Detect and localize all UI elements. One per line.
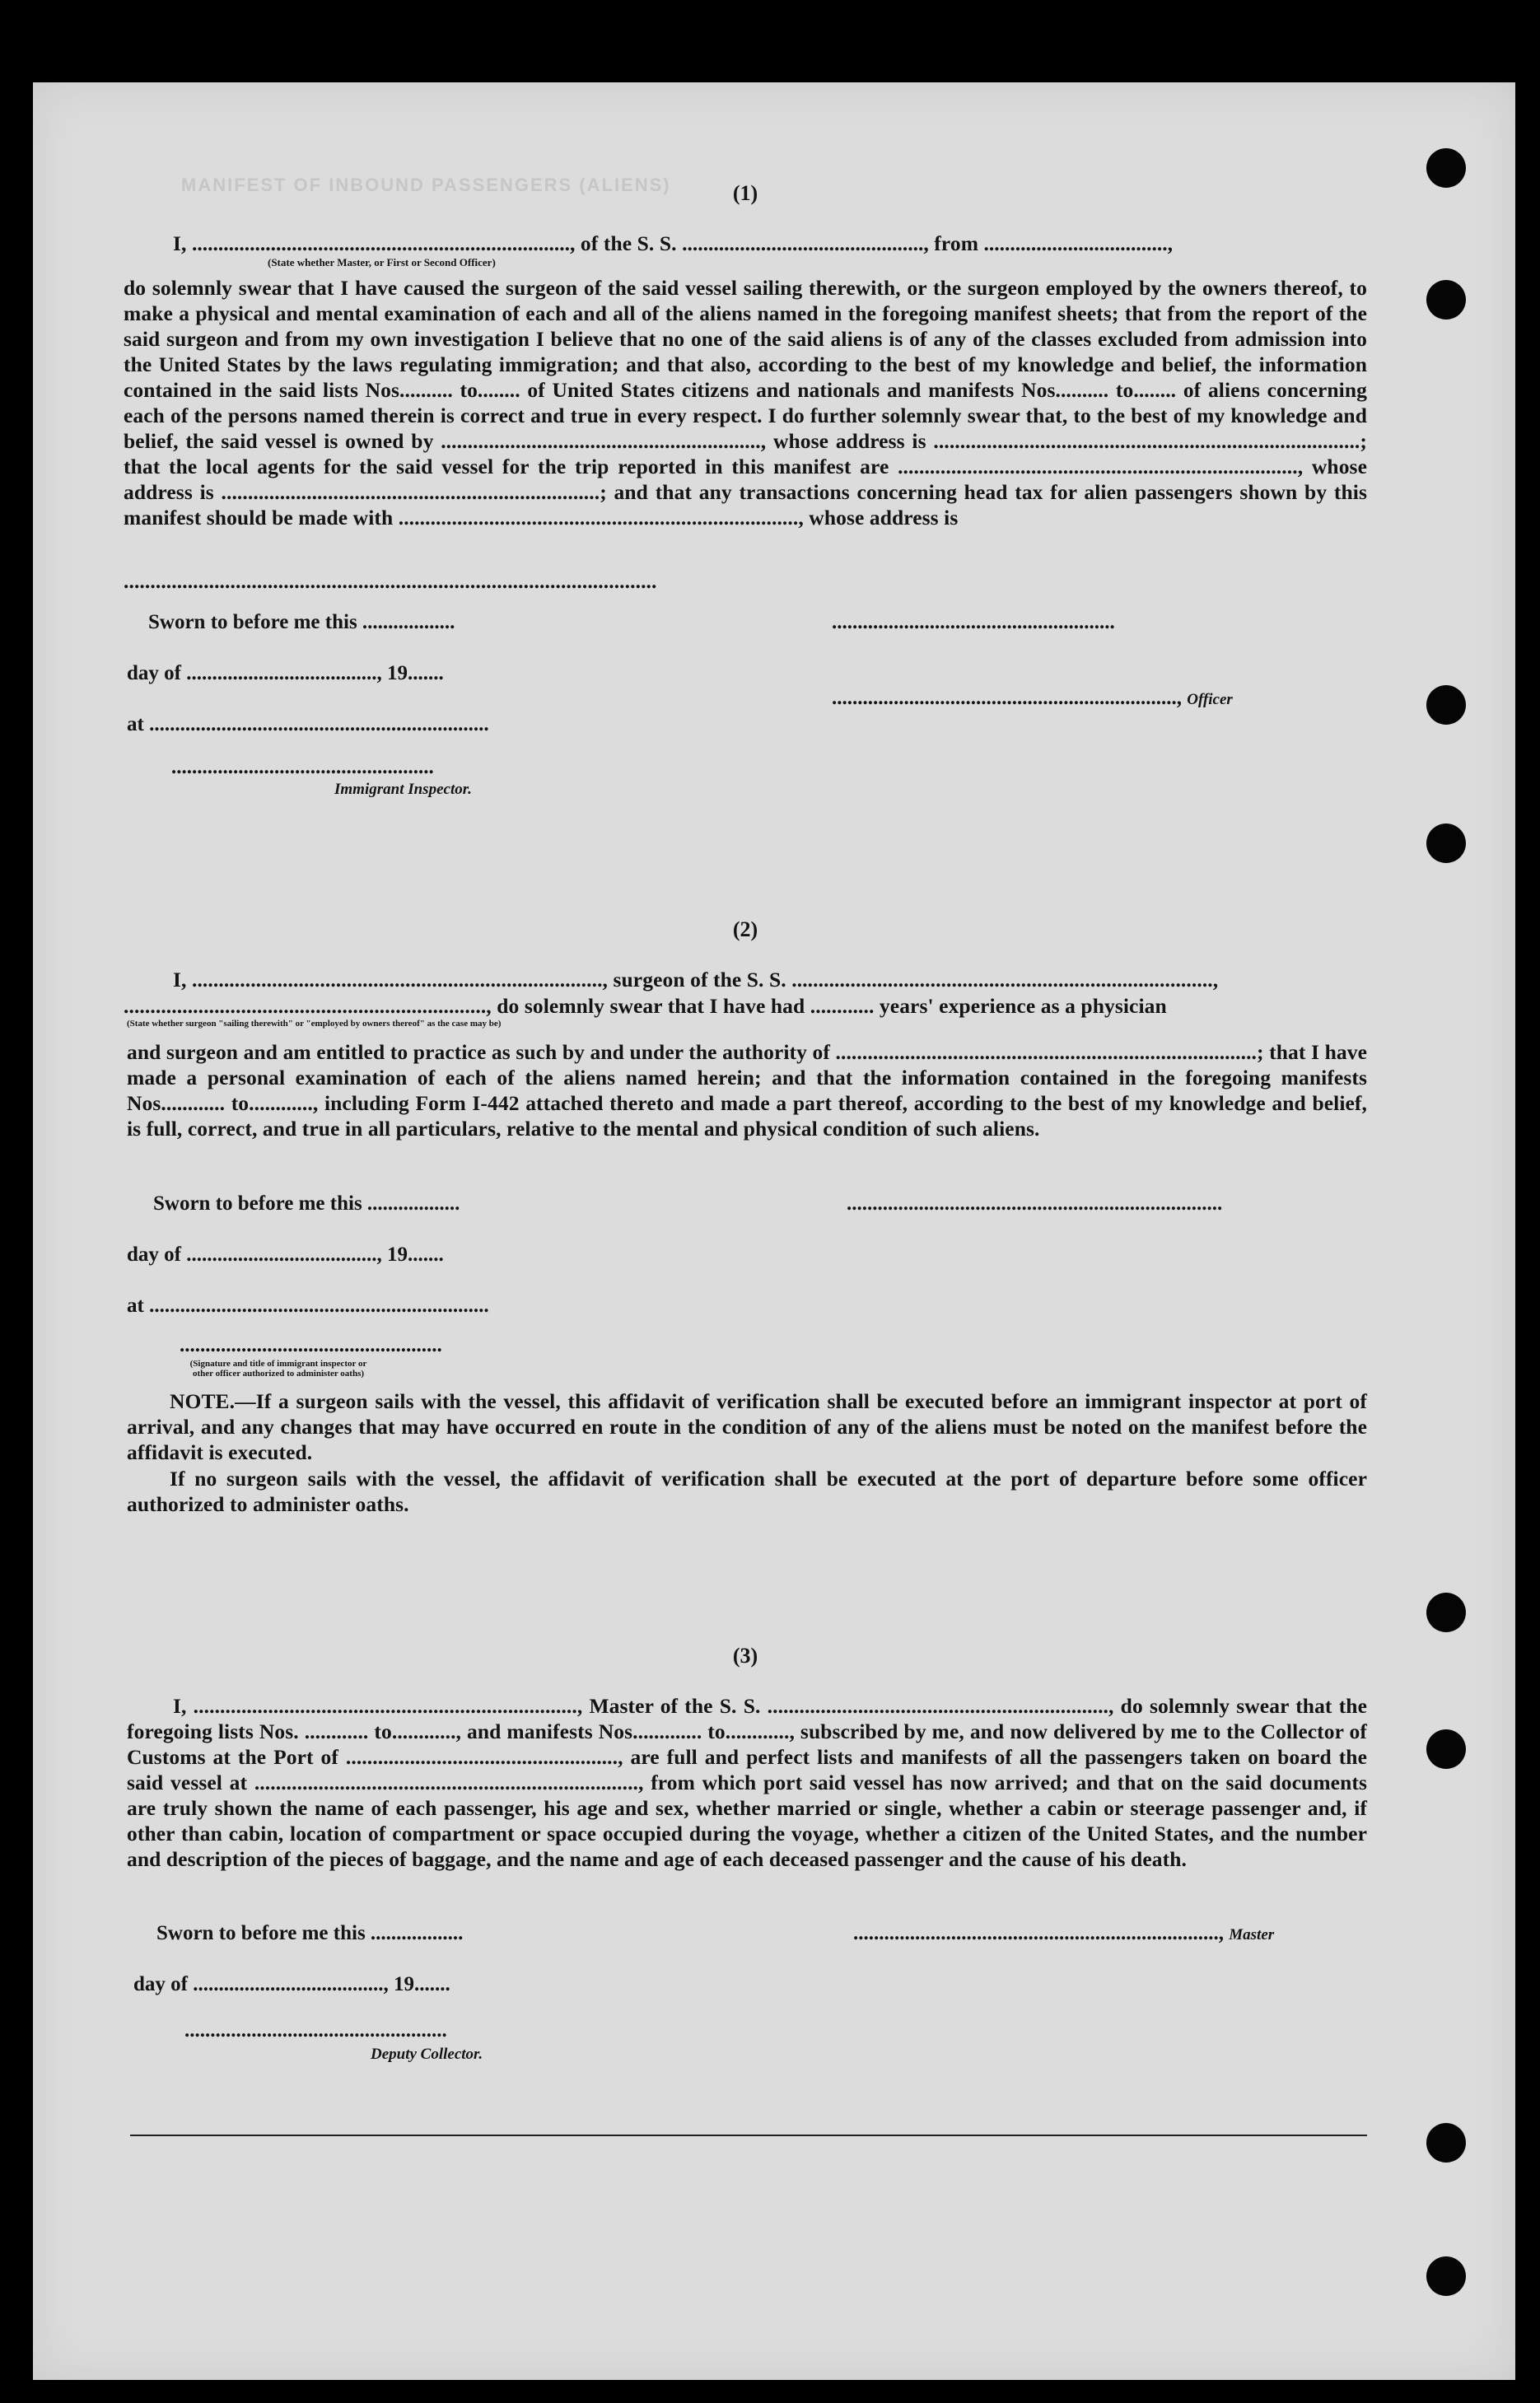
bleed-through-header: MANIFEST OF INBOUND PASSENGERS (ALIENS): [181, 175, 671, 195]
day-of-line: day of ....................................., 19.......: [127, 662, 444, 684]
inspector-label: Immigrant Inspector.: [334, 781, 472, 798]
master-signature-line: [853, 1922, 1274, 1945]
officer-signature-blank[interactable]: .......................................................: [832, 611, 1115, 633]
section-number: (3): [732, 1644, 758, 1668]
officer-signature-line: [832, 687, 1233, 710]
sworn-date-line: Sworn to before me this ..................: [148, 611, 455, 633]
punch-hole: [1426, 685, 1466, 725]
punch-hole: [1426, 1729, 1466, 1769]
collector-signature-blank[interactable]: ...................................................: [184, 2019, 447, 2041]
affidavit-master-section: [124, 181, 1367, 206]
sworn-date-line: Sworn to before me this ..................: [153, 1192, 460, 1215]
surgeon-signature-blank[interactable]: .........................................................................: [847, 1192, 1223, 1215]
manifest-page: [33, 82, 1515, 2380]
master-oath-paragraph: do solemnly swear that I have caused the surgeon of the said vessel sailing therewith, or the surgeon employed by the owners thereof, to make a physical and mental examination of each and all of the aliens named in the foregoing manifest sheets; that from the report of the said surgeon and from my own investigation I believe that no one of the said aliens is of any of the classes excluded from admission into the United States by the laws regulating immigration; and that also, according to the best of my knowledge and belief, the information contained in the said lists Nos.......... to........ of United States citizens and nationals and manifests Nos.......... to........ of aliens concerning each of the persons named therein is correct and true in every respect. I do further solemnly swear that, to the best of my knowledge and belief, the said vessel is owned by ............................................................, whose address is ................................................................................; that the local agents for the said vessel for the trip reported in this manifest are ..........................................................................., whose address is .......................................................................; and that any transactions concerning head tax for alien passengers shown by this manifest should be made with ..........................................................................., whose address is: [124, 276, 1367, 530]
bottom-divider: [130, 2135, 1367, 2136]
punch-hole: [1426, 280, 1466, 320]
surgeon-note-paragraph: [127, 1388, 1367, 1465]
officer-signature-blank-2[interactable]: ...................................................................,: [832, 687, 1182, 709]
day-of-line: day of ....................................., 19.......: [127, 1243, 444, 1266]
at-place-line: at ..................................................................: [127, 1295, 489, 1317]
inspector-signature-blank[interactable]: ...................................................: [180, 1334, 442, 1356]
note-text: —If a surgeon sails with the vessel, this affidavit of verification shall be executed before an immigrant inspector at port of arrival, and any changes that may have occurred en route in the condition of any of the aliens must be noted on the manifest before the affidavit is executed.: [127, 1389, 1367, 1464]
day-of-line: day of ....................................., 19.......: [133, 1973, 450, 1995]
master-label: Master: [1229, 1926, 1275, 1943]
note-heading: NOTE.: [170, 1389, 236, 1413]
punch-hole: [1426, 2123, 1466, 2163]
officer-oath-line: I, ........................................................................, of the S. S. .............................................., from ...................................,: [173, 231, 1174, 255]
officer-label: Officer: [1187, 691, 1233, 708]
surgeon-type-note: (State whether surgeon "sailing therewith" or "employed by owners thereof" as the case may be): [127, 1019, 502, 1029]
section-number: (2): [732, 917, 758, 941]
officer-blank[interactable]: ........................................................................: [191, 231, 570, 255]
section-number: (1): [732, 181, 758, 205]
inspector-signature-blank[interactable]: ...................................................: [171, 756, 434, 778]
sworn-date-line: Sworn to before me this ..................: [156, 1922, 464, 1944]
at-place-line: at ..................................................................: [127, 713, 489, 735]
officer-rank-note: (State whether Master, or First or Second Officer): [268, 256, 496, 268]
surgeon-oath-paragraph: and surgeon and am entitled to practice as such by and under the authority of ...............................................................................; that I have made a personal examination of each of the aliens named herein; and that the information contained in the foregoing manifests Nos............ to............, including Form I-442 attached thereto and made a part thereof, according to the best of my knowledge and belief, is full, correct, and true in all particulars, relative to the mental and physical condition of such aliens.: [127, 1040, 1367, 1141]
affidavit-manifest-section: [124, 1644, 1367, 1668]
surgeon-experience-line: ...................................................................., do solemnly swear that I have had ............ years' experience as a physician: [124, 994, 1167, 1018]
affidavit-surgeon-section: [124, 917, 1367, 942]
master-manifest-paragraph: I, ........................................................................, Master of the S. S. ................................................................, do solemnly swear that the foregoing lists Nos. ............ to............, and manifests Nos............. to............, subscribed by me, and now delivered by me to the Collector of Customs at the Port of ..................................................., are full and perfect lists and manifests of all the passengers taken on board the said vessel at ........................................................................, from which port said vessel has now arrived; and that on the said documents are truly shown the name of each passenger, his age and sex, whether married or single, whether a cabin or steerage passenger and, if other than cabin, location of compartment or space occupied during the voyage, whether a citizen of the United States, and the number and description of the pieces of baggage, and the name and age of each deceased passenger and the cause of his death.: [127, 1694, 1367, 1871]
punch-hole: [1426, 2256, 1466, 2296]
punch-hole: [1426, 1593, 1466, 1632]
inspector-title-note: (Signature and title of immigrant inspector or other officer authorized to administer oaths): [189, 1359, 367, 1379]
master-signature-blank[interactable]: .......................................................................,: [853, 1922, 1224, 1944]
agent-address-blank[interactable]: ....................................................................................................: [124, 569, 657, 593]
no-surgeon-note: If no surgeon sails with the vessel, the affidavit of verification shall be executed at the port of departure before some officer authorized to administer oaths.: [127, 1467, 1367, 1516]
ship-name-blank[interactable]: ..............................................: [682, 231, 924, 255]
punch-hole: [1426, 148, 1466, 188]
punch-hole: [1426, 824, 1466, 863]
from-port-blank[interactable]: ...................................,: [983, 231, 1174, 255]
surgeon-name-line: I, ............................................................................., surgeon of the S. S. ...............................................................................,: [173, 968, 1219, 992]
collector-label: Deputy Collector.: [371, 2046, 483, 2063]
